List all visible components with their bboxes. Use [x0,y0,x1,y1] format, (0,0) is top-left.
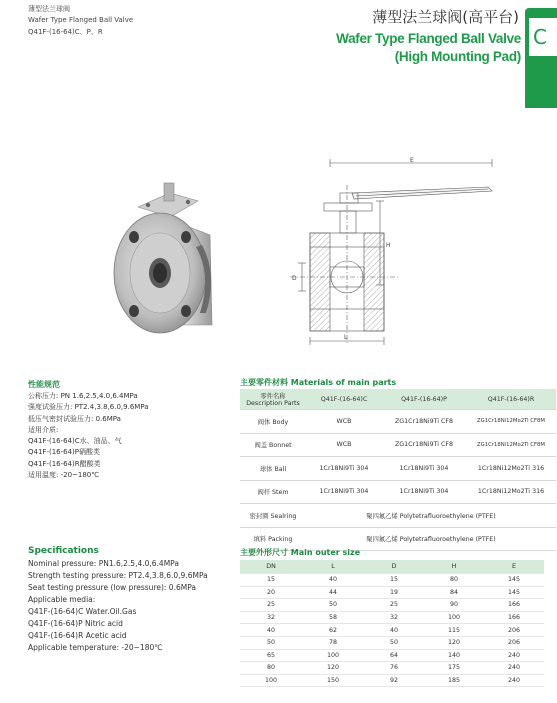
product-name-cn-small: 薄型法兰球阀 [28,5,70,13]
table-cell: 84 [424,586,484,599]
table-cell: ZG1Cr18Ni9Ti CF8 [382,410,466,434]
table-cell: 50 [240,636,302,649]
spec-list-en [28,558,208,654]
table-cell: 120 [302,662,364,675]
valve-section-drawing [280,155,505,350]
table-cell: 100 [424,611,484,624]
dimensions-header-cell: DN [240,560,302,574]
table-cell: 40 [364,624,424,637]
table-cell: 240 [484,674,544,687]
perf-heading-cn: 性能规范 [28,380,60,389]
section-tab-letter: C [529,18,557,56]
table-cell: 球体 Ball [240,457,306,481]
table-row [240,611,544,624]
table-cell: ZG1Cr18Ni12Mo2Ti CF8M [466,433,556,457]
table-cell: 185 [424,674,484,687]
table-cell: 58 [302,611,364,624]
page-title-en-line1: Wafer Type Flanged Ball Valve [336,31,521,46]
materials-header-cell: Q41F-(16-64)R [466,389,556,410]
table-cell: 206 [484,624,544,637]
valve-photo [100,175,235,345]
table-cell: 145 [484,574,544,587]
table-cell: 150 [302,674,364,687]
table-row [240,433,556,457]
table-cell: 120 [424,636,484,649]
header-text: 零件名称 [260,393,286,400]
table-row [240,649,544,662]
table-cell: WCB [306,410,382,434]
table-cell: 92 [364,674,424,687]
table-cell: 80 [424,574,484,587]
table-cell: 40 [240,624,302,637]
table-cell: 15 [240,574,302,587]
product-model: Q41F-(16-64)C、P、R [28,28,103,36]
table-cell: 240 [484,649,544,662]
spec-line: Applicable temperature: -20~180℃ [28,643,163,652]
table-cell: 25 [364,599,424,612]
header-text: Description Parts [246,400,300,407]
dim-label-h: H [386,242,391,249]
table-cell: 聚四氟乙烯 Polytetrafluoroethylene (PTFE) [306,527,556,551]
table-cell: 64 [364,649,424,662]
page-title-cn: 薄型法兰球阀(高平台) [372,8,519,26]
spec-line: Q41F-(16-64)P Nitric acid [28,619,123,628]
table-row [240,504,556,528]
perf-line: Q41F-(16-64)C水、油品、气 [28,437,122,446]
materials-table [240,389,556,551]
spec-line: Applicable media: [28,595,96,604]
table-cell: 1Cr18Ni12Mo2Ti 316 [466,480,556,504]
dimensions-header-cell: L [302,560,364,574]
spec-line: Strength testing pressure: PT2.4,3.8,6.0,9.6MPa [28,571,208,580]
table-cell: 阀盖 Bonnet [240,433,306,457]
table-cell: 90 [424,599,484,612]
perf-line: 公称压力: PN 1.6,2.5,4.0,6.4MPa [28,392,138,400]
table-cell: 100 [240,674,302,687]
dimensions-table [240,560,544,687]
table-row [240,636,544,649]
table-row [240,480,556,504]
product-name-en-small: Wafer Type Flanged Ball Valve [28,16,134,24]
dim-label-e: E [410,157,414,164]
materials-header-cell [240,389,306,410]
table-cell: 1Cr18Ni9Ti 304 [382,480,466,504]
table-cell: 115 [424,624,484,637]
table-cell: WCB [306,433,382,457]
table-cell: 166 [484,611,544,624]
dim-label-l: L [344,334,348,341]
materials-heading: 主要零件材料 Materials of main parts [240,378,397,387]
dimensions-heading: 主要外形尺寸 Main outer size [240,548,361,557]
table-cell: 50 [302,599,364,612]
table-cell: 15 [364,574,424,587]
table-cell: 50 [364,636,424,649]
perf-line: 强度试验压力: PT2.4,3.8,6.0,9.6MPa [28,403,149,412]
materials-header-row [240,389,556,410]
table-cell: 145 [484,586,544,599]
perf-line: 适用温度: -20~180℃ [28,471,100,480]
page-title-en-line2: (High Mounting Pad) [394,49,521,64]
table-row [240,674,544,687]
table-cell: ZG1Cr18Ni9Ti CF8 [382,433,466,457]
table-cell: 62 [302,624,364,637]
table-cell: 1Cr18Ni12Mo2Ti 316 [466,457,556,481]
table-cell: 78 [302,636,364,649]
dimensions-body [240,574,544,687]
perf-line: 低压气密封试验压力: 0.6MPa [28,414,121,423]
table-cell: 20 [240,586,302,599]
materials-header-cell: Q41F-(16-64)P [382,389,466,410]
table-cell: 80 [240,662,302,675]
table-cell: 1Cr18Ni9Ti 304 [306,480,382,504]
perf-list-cn [28,391,149,481]
table-cell: 密封圈 Sealring [240,504,306,528]
table-cell: 阀杆 Stem [240,480,306,504]
table-cell: 聚四氟乙烯 Polytetrafluoroethylene (PTFE) [306,504,556,528]
dimensions-header-cell: E [484,560,544,574]
table-row [240,410,556,434]
table-cell: 65 [240,649,302,662]
table-row [240,586,544,599]
materials-header-cell: Q41F-(16-64)C [306,389,382,410]
perf-line: 适用介质: [28,425,59,434]
spec-line: Q41F-(16-64)R Acetic acid [28,631,127,640]
table-cell: 44 [302,586,364,599]
table-cell: 40 [302,574,364,587]
table-cell: 1Cr18Ni9Ti 304 [306,457,382,481]
table-cell: 240 [484,662,544,675]
table-cell: 32 [240,611,302,624]
table-row [240,624,544,637]
table-cell: 1Cr18Ni9Ti 304 [382,457,466,481]
table-cell: ZG1Cr18Ni12Mo2Ti CF8M [466,410,556,434]
dimensions-header-cell: D [364,560,424,574]
perf-line: Q41F-(16-64)R醋酸类 [28,459,101,468]
table-cell: 19 [364,586,424,599]
table-row [240,574,544,587]
table-cell: 填料 Packing [240,527,306,551]
dimensions-header-row [240,560,544,574]
table-cell: 76 [364,662,424,675]
perf-line: Q41F-(16-64)P硝酸类 [28,448,100,457]
dim-label-d: D [292,275,297,282]
table-row [240,457,556,481]
table-row [240,662,544,675]
spec-line: Seat testing pressure (low pressure): 0.6MPa [28,583,196,592]
table-cell: 25 [240,599,302,612]
spec-line: Q41F-(16-64)C Water.Oil.Gas [28,607,137,616]
section-tab [525,8,557,108]
table-row [240,599,544,612]
table-cell: 32 [364,611,424,624]
spec-heading-en: Specifications [28,546,99,556]
dimensions-header-cell: H [424,560,484,574]
table-cell: 140 [424,649,484,662]
table-cell: 206 [484,636,544,649]
spec-line: Nominal pressure: PN1.6,2.5,4.0,6.4MPa [28,559,179,568]
table-cell: 166 [484,599,544,612]
table-cell: 175 [424,662,484,675]
table-cell: 100 [302,649,364,662]
table-cell: 阀体 Body [240,410,306,434]
